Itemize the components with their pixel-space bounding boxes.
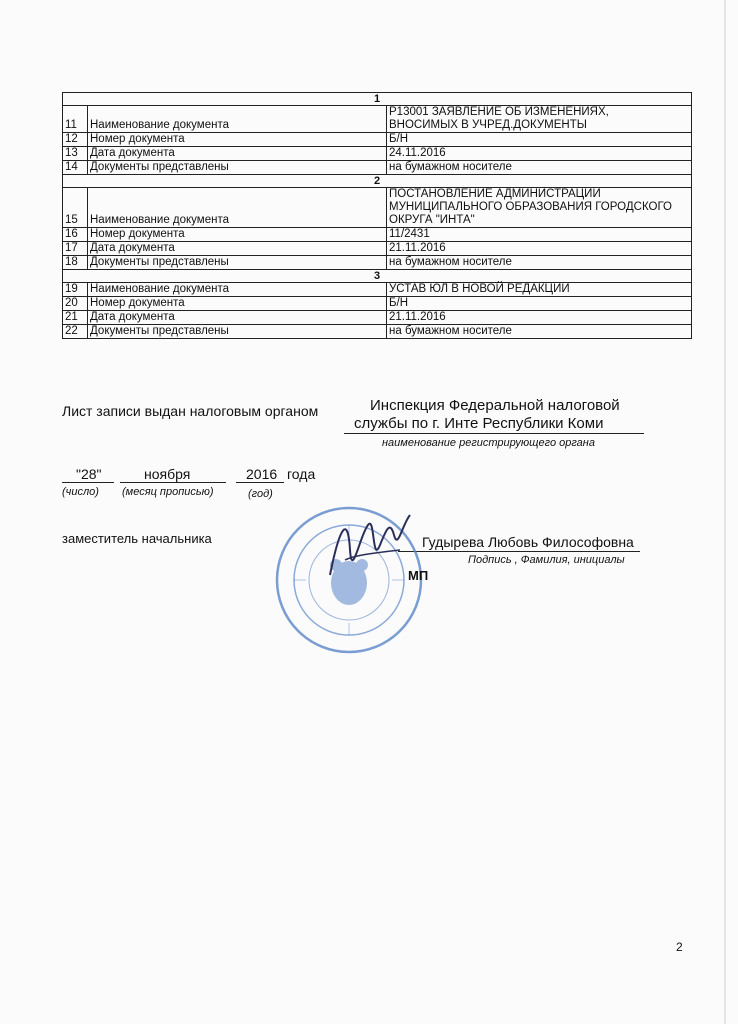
row-field-name: Дата документа bbox=[88, 147, 387, 161]
section-header-row bbox=[63, 175, 692, 188]
signatory-name: Гудырева Любовь Философовна bbox=[422, 534, 634, 550]
table-row bbox=[63, 311, 692, 325]
value-line: ПОСТАНОВЛЕНИЕ АДМИНИСТРАЦИИ bbox=[389, 188, 601, 200]
registration-table bbox=[62, 92, 692, 339]
row-field-name: Дата документа bbox=[88, 242, 387, 256]
year-underline bbox=[236, 482, 284, 483]
value-line: Р13001 ЗАЯВЛЕНИЕ ОБ ИЗМЕНЕНИЯХ, bbox=[389, 106, 609, 118]
row-field-name: Документы представлены bbox=[88, 256, 387, 270]
table-row bbox=[63, 283, 692, 297]
table-row bbox=[63, 133, 692, 147]
value-line: Б/Н bbox=[389, 133, 409, 145]
row-field-value bbox=[387, 256, 692, 270]
date-year-suffix: года bbox=[287, 466, 316, 482]
table-row bbox=[63, 325, 692, 339]
row-field-name: Наименование документа bbox=[88, 188, 387, 228]
value-line: на бумажном носителе bbox=[389, 325, 512, 337]
row-number: 16 bbox=[63, 228, 88, 242]
row-number: 18 bbox=[63, 256, 88, 270]
row-field-name: Номер документа bbox=[88, 133, 387, 147]
value-line: 21.11.2016 bbox=[389, 311, 446, 323]
value-line: на бумажном носителе bbox=[389, 161, 512, 173]
table-row bbox=[63, 106, 692, 133]
row-number: 11 bbox=[63, 106, 88, 133]
row-field-name: Наименование документа bbox=[88, 106, 387, 133]
row-number: 15 bbox=[63, 188, 88, 228]
month-underline bbox=[120, 482, 226, 483]
year-caption: (год) bbox=[248, 488, 273, 500]
authority-underline bbox=[344, 433, 644, 434]
section-number: 3 bbox=[63, 270, 692, 283]
table-row bbox=[63, 147, 692, 161]
month-caption: (месяц прописью) bbox=[122, 486, 214, 498]
table-row bbox=[63, 161, 692, 175]
value-line: Б/Н bbox=[389, 297, 409, 309]
section-header-row bbox=[63, 270, 692, 283]
date-month: ноября bbox=[144, 466, 191, 482]
row-number: 17 bbox=[63, 242, 88, 256]
row-field-name: Документы представлены bbox=[88, 161, 387, 175]
row-field-name: Документы представлены bbox=[88, 325, 387, 339]
row-field-value bbox=[387, 161, 692, 175]
row-field-value bbox=[387, 283, 692, 297]
authority-line2: службы по г. Инте Республики Коми bbox=[354, 415, 604, 432]
value-line: УСТАВ ЮЛ В НОВОЙ РЕДАКЦИИ bbox=[389, 283, 570, 295]
row-field-value bbox=[387, 228, 692, 242]
value-line: МУНИЦИПАЛЬНОГО ОБРАЗОВАНИЯ ГОРОДСКОГО bbox=[389, 201, 672, 213]
row-field-value bbox=[387, 188, 692, 228]
value-line: ОКРУГА "ИНТА" bbox=[389, 214, 475, 226]
row-field-name: Дата документа bbox=[88, 311, 387, 325]
handwritten-signature bbox=[320, 505, 420, 595]
signatory-caption: Подпись , Фамилия, инициалы bbox=[468, 554, 625, 566]
page-number: 2 bbox=[676, 940, 683, 954]
row-field-name: Номер документа bbox=[88, 228, 387, 242]
section-header-row bbox=[63, 93, 692, 106]
day-underline bbox=[62, 482, 114, 483]
row-number: 20 bbox=[63, 297, 88, 311]
table-row bbox=[63, 242, 692, 256]
signature-underline bbox=[398, 551, 640, 552]
row-number: 14 bbox=[63, 161, 88, 175]
row-field-value bbox=[387, 147, 692, 161]
signatory-position: заместитель начальника bbox=[62, 531, 212, 546]
row-field-name: Наименование документа bbox=[88, 283, 387, 297]
date-year: 2016 bbox=[246, 466, 278, 482]
row-number: 19 bbox=[63, 283, 88, 297]
authority-line1: Инспекция Федеральной налоговой bbox=[370, 397, 620, 414]
row-field-value bbox=[387, 311, 692, 325]
issued-label: Лист записи выдан налоговым органом bbox=[62, 403, 319, 419]
mp-mark: МП bbox=[408, 568, 429, 583]
table-row bbox=[63, 188, 692, 228]
page-edge bbox=[724, 0, 726, 1024]
value-line: 21.11.2016 bbox=[389, 242, 446, 254]
row-number: 22 bbox=[63, 325, 88, 339]
value-line: 24.11.2016 bbox=[389, 147, 446, 159]
row-field-value bbox=[387, 106, 692, 133]
table-row bbox=[63, 228, 692, 242]
section-number: 1 bbox=[63, 93, 692, 106]
row-number: 12 bbox=[63, 133, 88, 147]
row-field-name: Номер документа bbox=[88, 297, 387, 311]
row-number: 13 bbox=[63, 147, 88, 161]
table-row bbox=[63, 256, 692, 270]
date-day: "28" bbox=[76, 466, 102, 482]
value-line: на бумажном носителе bbox=[389, 256, 512, 268]
row-field-value bbox=[387, 133, 692, 147]
row-number: 21 bbox=[63, 311, 88, 325]
row-field-value bbox=[387, 297, 692, 311]
row-field-value bbox=[387, 325, 692, 339]
row-field-value bbox=[387, 242, 692, 256]
table-row bbox=[63, 297, 692, 311]
value-line: ВНОСИМЫХ В УЧРЕД.ДОКУМЕНТЫ bbox=[389, 119, 587, 131]
section-number: 2 bbox=[63, 175, 692, 188]
authority-caption: наименование регистрирующего органа bbox=[382, 437, 595, 449]
day-caption: (число) bbox=[62, 486, 99, 498]
value-line: 11/2431 bbox=[389, 228, 430, 240]
